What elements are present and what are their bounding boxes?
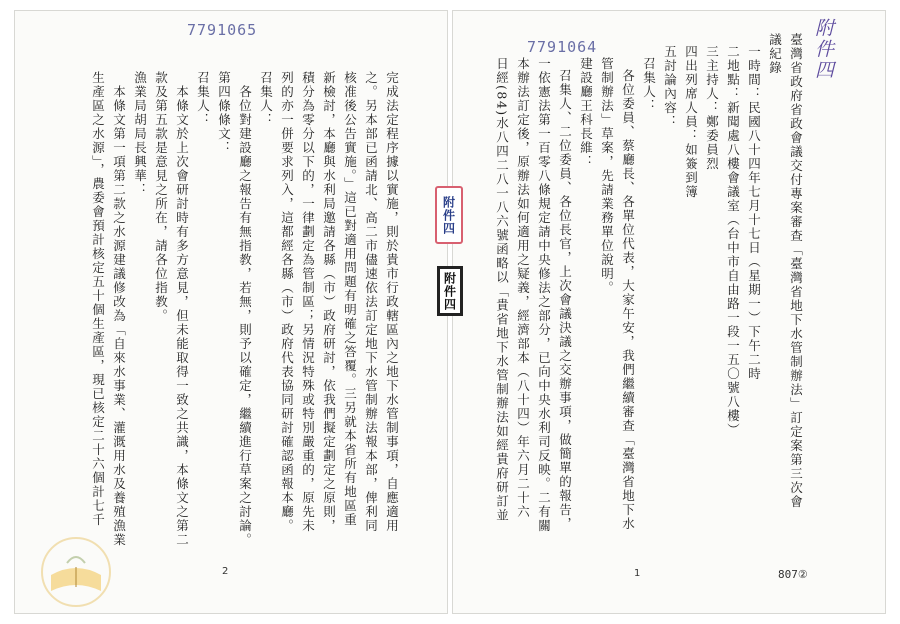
text-column: 款及第五款是意見之所在，請各位指教。 (153, 71, 169, 323)
page-number: 1 (634, 568, 641, 579)
page-code: 807② (778, 568, 808, 581)
text-column: 之。另本部已函請北、高二市儘速依法訂定地下水管制辦法報本部，俾利同 (363, 71, 379, 533)
document-title: 臺灣省政府省政會議交付專案審查「臺灣省地下水管制辦法」訂定案第三次會 (788, 33, 804, 509)
page-number: 2 (222, 566, 229, 577)
handwritten-annotation: 附件四 (812, 18, 834, 81)
discussion-heading: 五討論內容： (662, 45, 678, 129)
text-column: 一依憲法第一百零八條規定請中央修法之部分，已向中央水利司反映。二有關 (536, 57, 552, 533)
text-column: 各位對建設廳之報告有無指教，若無，則予以確定，繼續進行草案之討論。 (237, 85, 253, 547)
attachment-ink-stamp: 附件四 (437, 266, 463, 316)
library-logo-watermark (37, 533, 115, 611)
meeting-time: 一時間：民國八十四年七月十七日（星期一）下午二時 (746, 45, 762, 381)
document-title: 議紀錄 (767, 33, 783, 75)
text-column: 日經(84)水八四二八一八六號函略以「貴省地下水管制辦法如經貴府研訂並 (494, 57, 510, 523)
text-column: 本條文第一項第二款之水源建議修改為「自來水事業、灌溉用水及養殖漁業 (111, 85, 127, 547)
text-column: 積分為零分以下的，一律劃定為管制區；另情況特殊或特別嚴重的，原先未 (300, 71, 316, 533)
text-column: 本條文於上次會研討時有多方意見，但未能取得一致之共識，本條文之第二 (174, 85, 190, 547)
text-column: 完成法定程序據以實施，則於貴市行政轄區內之地下水管制事項，自應適用 (384, 71, 400, 533)
article-heading: 第四條條文： (216, 71, 232, 155)
meeting-chair: 三主持人：鄭委員烈 (704, 45, 720, 171)
text-column: 生產區之水源」，農委會預計核定五十個生產區，現已核定二十六個計七千 (90, 71, 106, 527)
text-column: 各位委員、蔡廳長、各單位代表，大家午安，我們繼續審查「臺灣省地下水 (620, 69, 636, 531)
text-column: 管制辦法」草案，先請業務單位說明。 (599, 57, 615, 295)
serial-number: 7791065 (187, 21, 258, 39)
document-page-left (14, 10, 448, 614)
speaker-label: 召集人： (195, 71, 211, 127)
text-column: 列的亦一併要求列入，這都經各縣（市）政府代表協同研討確認函報本廳。 (279, 71, 295, 533)
meeting-location: 二地點：新聞處八樓會議室（台中市自由路一段一五〇號八樓） (725, 45, 741, 437)
speaker-label: 漁業局胡局長興華： (132, 71, 148, 197)
text-column: 核准後公告實施。」這已對適用問題有明確之答覆。三另就本省所有地區重 (342, 71, 358, 527)
text-column: 召集人、二位委員、各位長官，上次會議決議之交辦事項，做簡單的報告， (557, 69, 573, 531)
speaker-label: 建設廳王科長維： (578, 57, 594, 169)
attendees: 四出列席人員：如簽到簿 (683, 45, 699, 199)
text-column: 本辦法訂定後，原辦法如何適用之疑義，經濟部本（八十四）年六月二十六 (515, 57, 531, 519)
document-page-right (452, 10, 886, 614)
speaker-label: 召集人： (641, 57, 657, 113)
speaker-label: 召集人： (258, 71, 274, 127)
serial-number: 7791064 (527, 38, 598, 56)
attachment-label-stamp: 附件四 (435, 186, 463, 244)
text-column: 新檢討，本廳與水利局邀請各縣（市）政府研討，依我們擬定劃定之原則， (321, 71, 337, 533)
